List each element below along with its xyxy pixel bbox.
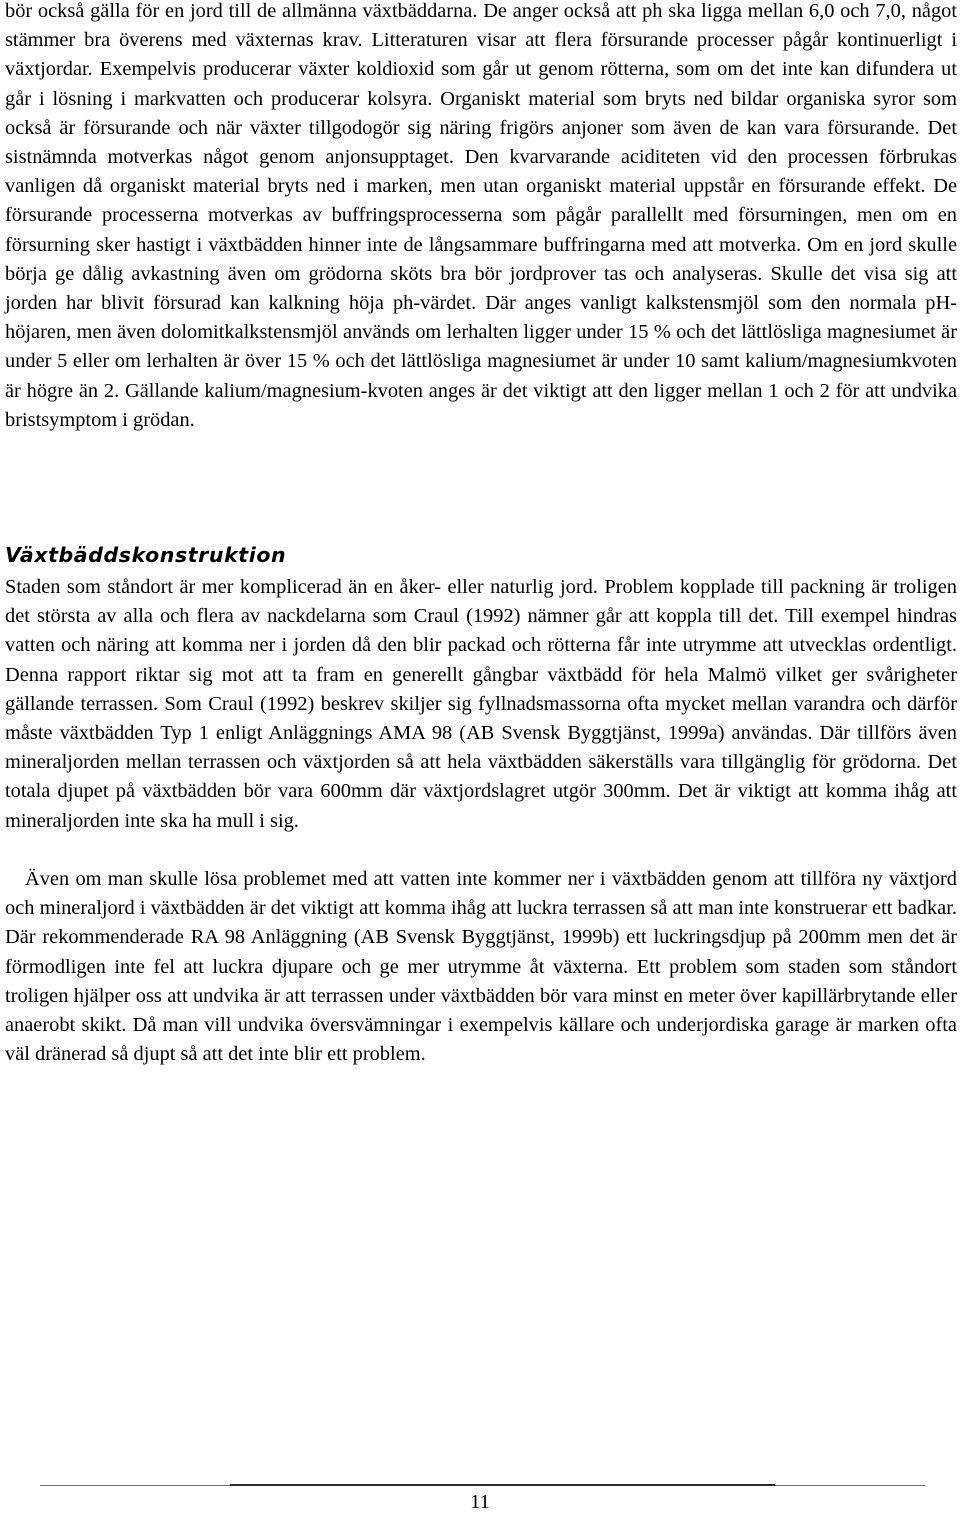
page-number: 11 xyxy=(470,1491,490,1513)
body-paragraph-loosening: Även om man skulle lösa problemet med att vatten inte kommer ner i växtbädden genom att tillföra ny växtjord och mineraljord i växtbädden är det viktigt att komma ihåg att luckra terrassen så att man inte konstruerar ett badkar. Där rekommenderade RA 98 Anläggning (AB Svensk Byggtjänst, 1999b) ett luckringsdjup på 200mm men det är förmodligen inte fel att luckra djupare och ge mer utrymme åt växterna. Ett problem som staden som ståndort troligen hjälper oss att undvika är att terrassen under växtbädden bör vara minst en meter över kapillärbrytande eller anaerobt skikt. Då man vill undvika översvämningar i exempelvis källare och underjordiska garage är marken ofta väl dränerad så djupt så att det inte blir ett problem. xyxy=(5,868,957,1066)
footer-divider-accent xyxy=(230,1484,775,1486)
section-heading: Växtbäddskonstruktion xyxy=(5,543,287,567)
body-paragraph-urban-site: Staden som ståndort är mer komplicerad än en åker- eller naturlig jord. Problem kopplade till packning är troligen det största av alla och flera av nackdelarna som Craul (1992) nämner går att koppla till det. Till exempel hindras vatten och näring att komma ner i jorden då den blir packad och rötterna får inte utrymme att utvecklas ordentligt. Denna rapport riktar sig mot att ta fram en generellt gångbar växtbädd för hela Malmö vilket ger svårigheter gällande terrassen. Som Craul (1992) beskrev skiljer sig fyllnadsmassorna ofta mycket mellan varandra och därför måste växtbädden Typ 1 enligt Anläggnings AMA 98 (AB Svensk Byggtjänst, 1999a) användas. Där tillförs även mineraljorden mellan terrassen och växtjorden så att hela växtbädden säkerställs vara tillgänglig för grödorna. Det totala djupet på växtbädden bör vara 600mm där växtjordslagret utgör 300mm. Det är viktigt att komma ihåg att mineraljorden inte ska ha mull i sig. xyxy=(5,576,957,832)
body-paragraph-soil-acidification: bör också gälla för en jord till de allmänna växtbäddarna. De anger också att ph ska ligga mellan 6,0 och 7,0, något stämmer bra överens med växternas krav. Litteraturen visar att flera försurande processer pågår kontinuerligt i växtjordar. Exempelvis producerar växter koldioxid som går ut genom rötterna, som om det inte kan difundera ut går i lösning i markvatten och producerar kolsyra. Organiskt material som bryts ned bildar organiska syror som också är försurande och när växter tillgodogör sig näring frigörs anjoner som även de kan vara försurande. Det sistnämnda motverkas något genom anjonsupptaget. Den kvarvarande aciditeten vid den processen förbrukas vanligen då organiskt material bryts ned i marken, men utan organiskt material uppstår en försurande effekt. De försurande processerna motverkas av buffringsprocesserna som pågår parallellt med försurningen, men om en försurning sker hastigt i växtbädden hinner inte de långsammare buffringarna med att motverka. Om en jord skulle börja ge dålig avkastning även om grödorna sköts bra bör jordprover tas och analyseras. Skulle det visa sig att jorden har blivit försurad kan kalkning höja ph-värdet. Där anges vanligt kalkstensmjöl som den normala pH-höjaren, men även dolomitkalkstensmjöl används om lerhalten ligger under 15 % och det lättlösliga magnesiumet är under 5 eller om lerhalten är över 15 % och det lättlösliga magnesiumet är under 10 samt kalium/magnesiumkvoten är högre än 2. Gällande kalium/magnesium-kvoten anges är det viktigt att den ligger mellan 1 och 2 för att undvika bristsymptom i grödan. xyxy=(5,0,957,431)
